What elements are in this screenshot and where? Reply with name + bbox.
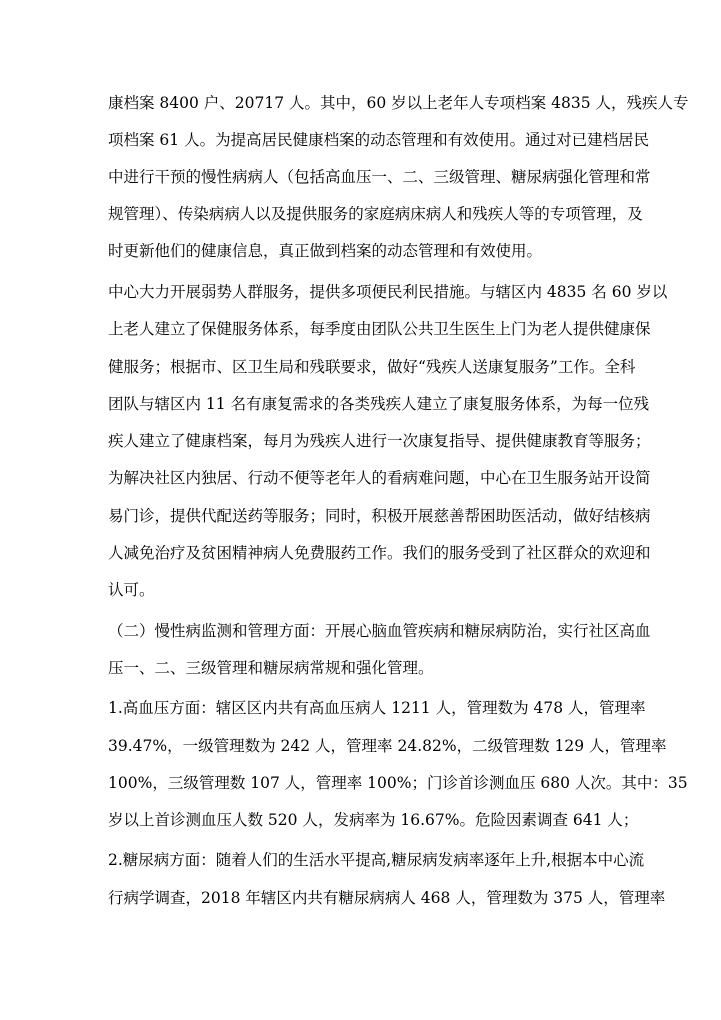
- text-line: 规管理）、传染病病人以及提供服务的家庭病床病人和残疾人等的专项管理，及: [108, 205, 643, 223]
- text-line: 为解决社区内独居、行动不便等老年人的看病难问题，中心在卫生服务站开设简: [108, 469, 651, 487]
- text-line: 疾人建立了健康档案，每月为残疾人进行一次康复指导、提供健康教育等服务；: [108, 432, 651, 450]
- text-line: 100%，三级管理数 107 人，管理率 100%；门诊首诊测血压 680 人次。其中：35: [108, 774, 688, 792]
- text-line: 人减免治疗及贫困精神病人免费服药工作。我们的服务受到了社区群众的欢迎和: [108, 544, 651, 562]
- text-line: 39.47%，一级管理数为 242 人，管理率 24.82%，二级管理数 129 人，管理率: [108, 737, 667, 755]
- text-line: 康档案 8400 户、20717 人。其中，60 岁以上老年人专项档案 4835 人，残疾人专: [108, 94, 689, 112]
- text-line: 2.糖尿病方面：随着人们的生活水平提高,糖尿病发病率逐年上升,根据本中心流: [108, 851, 645, 869]
- text-line: 团队与辖区内 11 名有康复需求的各类残疾人建立了康复服务体系，为每一位残: [108, 395, 650, 413]
- text-line: 项档案 61 人。为提高居民健康档案的动态管理和有效使用。通过对已建档居民: [108, 131, 650, 149]
- text-line: 压一、二、三级管理和糖尿病常规和强化管理。: [108, 659, 434, 677]
- text-line: 易门诊，提供代配送药等服务；同时，积极开展慈善帮困助医活动，做好结核病: [108, 507, 651, 525]
- text-line: 行病学调查，2018 年辖区内共有糖尿病病人 468 人，管理数为 375 人，管理率: [108, 889, 666, 907]
- text-line: （二）慢性病监测和管理方面：开展心脑血管疾病和糖尿病防治，实行社区高血: [108, 622, 651, 640]
- text-line: 中心大力开展弱势人群服务，提供多项便民利民措施。与辖区内 4835 名 60 岁以: [108, 283, 668, 301]
- text-line: 健服务；根据市、区卫生局和残联要求，做好“残疾人送康复服务”工作。全科: [108, 358, 636, 376]
- text-line: 中进行干预的慢性病病人（包括高血压一、二、三级管理、糖尿病强化管理和常: [108, 168, 651, 186]
- text-line: 岁以上首诊测血压人数 520 人，发病率为 16.67%。危险因素调查 641 人；: [108, 811, 639, 829]
- text-line: 认可。: [108, 581, 155, 599]
- text-line: 时更新他们的健康信息，真正做到档案的动态管理和有效使用。: [108, 242, 543, 260]
- text-line: 1.高血压方面：辖区区内共有高血压病人 1211 人，管理数为 478 人，管理率: [108, 699, 646, 717]
- text-line: 上老人建立了保健服务体系，每季度由团队公共卫生医生上门为老人提供健康保: [108, 320, 651, 338]
